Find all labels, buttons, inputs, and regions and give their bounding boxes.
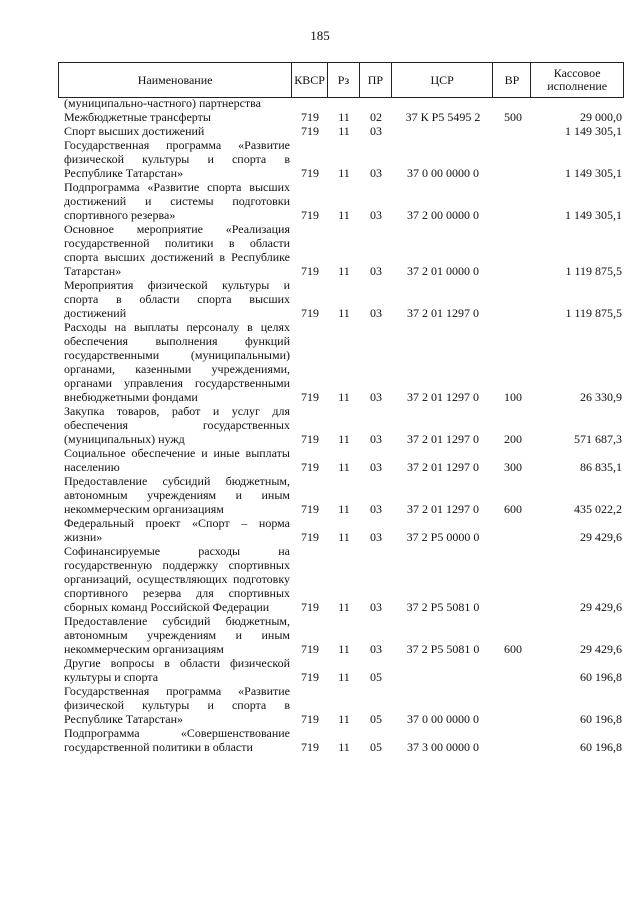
cell-pr: 03 xyxy=(370,306,382,320)
cell-vr: 600 xyxy=(504,642,522,656)
cell-sum: 60 196,8 xyxy=(580,712,622,726)
table-row xyxy=(58,320,624,404)
cell-rz: 11 xyxy=(338,642,350,656)
cell-rz: 11 xyxy=(338,390,350,404)
cell-name: Закупка товаров, работ и услуг для обеспечения государственных (муниципальных) нужд xyxy=(64,404,290,446)
cell-csr: 37 0 00 0000 0 xyxy=(407,712,479,726)
cell-rz: 11 xyxy=(338,670,350,684)
table-body xyxy=(58,96,624,754)
cell-rz: 11 xyxy=(338,208,350,222)
cell-sum: 571 687,3 xyxy=(574,432,622,446)
table-row xyxy=(58,726,624,754)
cell-sum: 1 149 305,1 xyxy=(565,208,622,222)
cell-kvsr: 719 xyxy=(301,670,319,684)
cell-name: Софинансируемые расходы на государственную поддержку спортивных организаций, осуществляющих подготовку спортивного резерва для спортивных сборных команд Российской Федерации xyxy=(64,544,290,614)
cell-vr: 200 xyxy=(504,432,522,446)
cell-rz: 11 xyxy=(338,124,350,138)
cell-name: Подпрограмма «Развитие спорта высших достижений и системы подготовки спортивного резерва» xyxy=(64,180,290,222)
cell-name: Мероприятия физической культуры и спорта в области спорта высших достижений xyxy=(64,278,290,320)
cell-pr: 03 xyxy=(370,166,382,180)
cell-kvsr: 719 xyxy=(301,432,319,446)
cell-pr: 03 xyxy=(370,264,382,278)
table-row xyxy=(58,474,624,516)
table-row xyxy=(58,180,624,222)
cell-csr: 37 2 01 1297 0 xyxy=(407,390,479,404)
cell-pr: 05 xyxy=(370,712,382,726)
cell-name: Основное мероприятие «Реализация государственной политики в области спорта высших достижений в Республике Татарстан» xyxy=(64,222,290,278)
cell-csr: 37 2 Р5 5081 0 xyxy=(406,642,480,656)
cell-sum: 60 196,8 xyxy=(580,740,622,754)
table-row xyxy=(58,516,624,544)
cell-sum: 26 330,9 xyxy=(580,390,622,404)
cell-rz: 11 xyxy=(338,460,350,474)
cell-vr: 100 xyxy=(504,390,522,404)
cell-vr: 500 xyxy=(504,110,522,124)
table-row xyxy=(58,222,624,278)
cell-kvsr: 719 xyxy=(301,460,319,474)
cell-rz: 11 xyxy=(338,306,350,320)
cell-pr: 03 xyxy=(370,600,382,614)
cell-csr: 37 2 01 1297 0 xyxy=(407,306,479,320)
header-name: Наименование xyxy=(59,63,292,97)
cell-kvsr: 719 xyxy=(301,530,319,544)
cell-csr: 37 3 00 0000 0 xyxy=(407,740,479,754)
cell-name: Подпрограмма «Совершенствование государственной политики в области xyxy=(64,726,290,754)
cell-name: Межбюджетные трансферты xyxy=(64,110,211,124)
cell-pr: 03 xyxy=(370,390,382,404)
cell-sum: 29 429,6 xyxy=(580,530,622,544)
cell-kvsr: 719 xyxy=(301,502,319,516)
cell-vr: 300 xyxy=(504,460,522,474)
cell-sum: 60 196,8 xyxy=(580,670,622,684)
table-row xyxy=(58,656,624,684)
cell-rz: 11 xyxy=(338,712,350,726)
cell-name: Расходы на выплаты персоналу в целях обеспечения выполнения функций государственными (муниципальными) органами, казенными учреждениями, органами управления государственными внебюджетными фондами xyxy=(64,320,290,404)
cell-rz: 11 xyxy=(338,264,350,278)
cell-sum: 1 149 305,1 xyxy=(565,124,622,138)
cell-sum: 86 835,1 xyxy=(580,460,622,474)
cell-kvsr: 719 xyxy=(301,264,319,278)
cell-rz: 11 xyxy=(338,110,350,124)
table-row xyxy=(58,124,624,138)
cell-kvsr: 719 xyxy=(301,390,319,404)
cell-pr: 03 xyxy=(370,642,382,656)
header-rz: Рз xyxy=(328,63,360,97)
cell-pr: 03 xyxy=(370,460,382,474)
cell-sum: 29 429,6 xyxy=(580,600,622,614)
header-vr: ВР xyxy=(493,63,531,97)
cell-csr: 37 2 Р5 0000 0 xyxy=(406,530,480,544)
cell-name: Предоставление субсидий бюджетным, автономным учреждениям и иным некоммерческим организациям xyxy=(64,614,290,656)
cell-name: Федеральный проект «Спорт – норма жизни» xyxy=(64,516,290,544)
cell-csr: 37 0 00 0000 0 xyxy=(407,166,479,180)
table-row xyxy=(58,446,624,474)
cell-csr: 37 2 00 0000 0 xyxy=(407,208,479,222)
cell-csr: 37 2 01 1297 0 xyxy=(407,432,479,446)
cell-name: Государственная программа «Развитие физической культуры и спорта в Республике Татарстан» xyxy=(64,684,290,726)
cell-csr: 37 2 01 1297 0 xyxy=(407,502,479,516)
cell-name: (муниципально-частного) партнерства xyxy=(64,96,261,110)
cell-sum: 435 022,2 xyxy=(574,502,622,516)
cell-name: Другие вопросы в области физической культуры и спорта xyxy=(64,656,290,684)
cell-sum: 29 429,6 xyxy=(580,642,622,656)
cell-rz: 11 xyxy=(338,166,350,180)
table-row xyxy=(58,138,624,180)
cell-name: Государственная программа «Развитие физической культуры и спорта в Республике Татарстан» xyxy=(64,138,290,180)
header-sum: Кассовое исполнение xyxy=(547,66,608,93)
cell-sum: 1 149 305,1 xyxy=(565,166,622,180)
cell-csr: 37 2 Р5 5081 0 xyxy=(406,600,480,614)
header-csr: ЦСР xyxy=(392,63,494,97)
cell-pr: 05 xyxy=(370,670,382,684)
cell-kvsr: 719 xyxy=(301,110,319,124)
table-header xyxy=(58,62,624,98)
cell-rz: 11 xyxy=(338,740,350,754)
cell-kvsr: 719 xyxy=(301,208,319,222)
cell-pr: 05 xyxy=(370,740,382,754)
cell-kvsr: 719 xyxy=(301,600,319,614)
cell-vr: 600 xyxy=(504,502,522,516)
table-row xyxy=(58,684,624,726)
cell-sum: 29 000,0 xyxy=(580,110,622,124)
cell-name: Социальное обеспечение и иные выплаты населению xyxy=(64,446,290,474)
cell-csr: 37 2 01 0000 0 xyxy=(407,264,479,278)
table-row xyxy=(58,544,624,614)
cell-csr: 37 2 01 1297 0 xyxy=(407,460,479,474)
cell-pr: 03 xyxy=(370,530,382,544)
cell-sum: 1 119 875,5 xyxy=(565,264,622,278)
cell-kvsr: 719 xyxy=(301,712,319,726)
cell-kvsr: 719 xyxy=(301,306,319,320)
cell-rz: 11 xyxy=(338,432,350,446)
cell-kvsr: 719 xyxy=(301,642,319,656)
cell-sum: 1 119 875,5 xyxy=(565,306,622,320)
header-pr: ПР xyxy=(360,63,392,97)
table-row xyxy=(58,278,624,320)
cell-csr: 37 К Р5 5495 2 xyxy=(405,110,481,124)
table-row xyxy=(58,96,624,110)
cell-kvsr: 719 xyxy=(301,166,319,180)
table-row xyxy=(58,404,624,446)
cell-kvsr: 719 xyxy=(301,740,319,754)
table-row xyxy=(58,110,624,124)
page-number: 185 xyxy=(310,28,330,43)
cell-pr: 02 xyxy=(370,110,382,124)
cell-rz: 11 xyxy=(338,530,350,544)
table-row xyxy=(58,614,624,656)
cell-pr: 03 xyxy=(370,432,382,446)
cell-rz: 11 xyxy=(338,600,350,614)
cell-name: Предоставление субсидий бюджетным, автономным учреждениям и иным некоммерческим организациям xyxy=(64,474,290,516)
cell-pr: 03 xyxy=(370,502,382,516)
cell-pr: 03 xyxy=(370,208,382,222)
cell-name: Спорт высших достижений xyxy=(64,124,205,138)
cell-rz: 11 xyxy=(338,502,350,516)
header-kvsr: КВСР xyxy=(292,63,328,97)
cell-pr: 03 xyxy=(370,124,382,138)
cell-kvsr: 719 xyxy=(301,124,319,138)
